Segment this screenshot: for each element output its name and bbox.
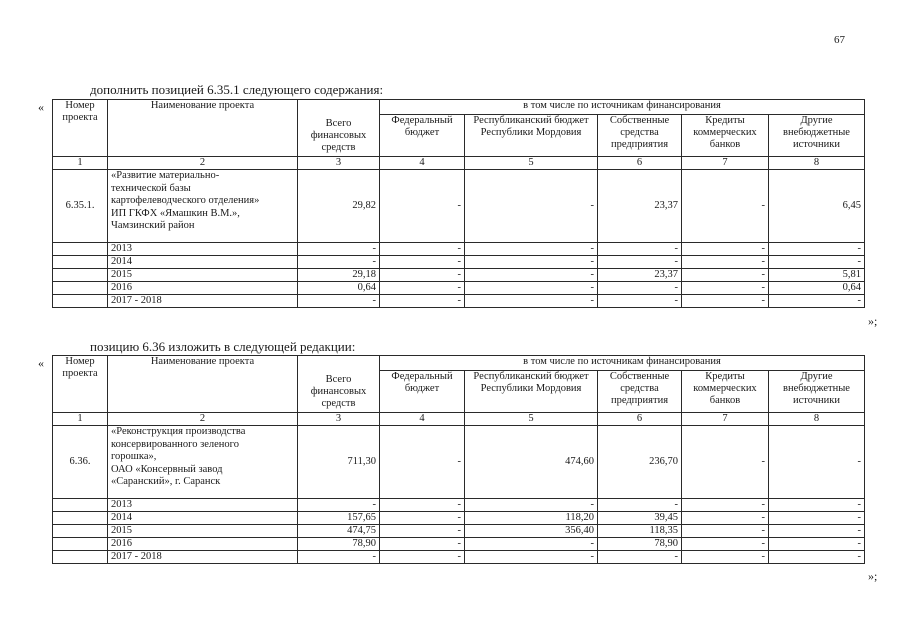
value-credits: - bbox=[682, 538, 769, 551]
value-own: 78,90 bbox=[598, 538, 682, 551]
header-project-number: Номер проекта bbox=[53, 100, 108, 157]
header-federal: Федеральный бюджет bbox=[380, 115, 465, 157]
project-number: 6.36. bbox=[53, 426, 108, 499]
col-number-cell: 1 bbox=[53, 157, 108, 170]
col-number-cell: 2 bbox=[108, 157, 298, 170]
year-row bbox=[53, 538, 865, 551]
col-number-cell: 4 bbox=[380, 157, 465, 170]
header-total: Всего финансовых средств bbox=[298, 356, 380, 413]
year-label: 2014 bbox=[108, 256, 298, 269]
project-name-line: ОАО «Консервный завод bbox=[111, 463, 223, 475]
value-total: 0,64 bbox=[298, 282, 380, 295]
col-number-cell: 8 bbox=[769, 413, 865, 426]
year-row bbox=[53, 282, 865, 295]
year-row bbox=[53, 243, 865, 256]
value-republic: 474,60 bbox=[465, 426, 598, 499]
value-own: - bbox=[598, 243, 682, 256]
value-federal: - bbox=[380, 512, 465, 525]
header-credits: Кредиты коммерческих банков bbox=[682, 115, 769, 157]
value-credits: - bbox=[682, 512, 769, 525]
project-name bbox=[108, 170, 298, 243]
value-republic: - bbox=[465, 295, 598, 308]
year-label: 2016 bbox=[108, 282, 298, 295]
value-federal: - bbox=[380, 538, 465, 551]
value-credits: - bbox=[682, 170, 769, 243]
header-credits: Кредиты коммерческих банков bbox=[682, 371, 769, 413]
value-federal: - bbox=[380, 525, 465, 538]
header-republic: Республиканский бюджет Республики Мордовия bbox=[465, 115, 598, 157]
value-republic: - bbox=[465, 551, 598, 564]
col-number-cell: 7 bbox=[682, 157, 769, 170]
year-row bbox=[53, 499, 865, 512]
value-own: - bbox=[598, 282, 682, 295]
section-1-close-quote: »; bbox=[868, 314, 878, 328]
year-label: 2017 - 2018 bbox=[108, 295, 298, 308]
col-number-cell: 6 bbox=[598, 157, 682, 170]
project-name-line: горошка», bbox=[111, 451, 157, 462]
value-credits: - bbox=[682, 426, 769, 499]
column-number-row bbox=[53, 413, 865, 426]
value-own: 236,70 bbox=[598, 426, 682, 499]
project-name-line: «Развитие материально- bbox=[111, 170, 220, 181]
value-federal: - bbox=[380, 295, 465, 308]
value-other: - bbox=[769, 295, 865, 308]
project-name-line: ИП ГКФХ «Ямашкин В.М.», bbox=[111, 207, 240, 219]
value-republic: - bbox=[465, 282, 598, 295]
section-2-intro: позицию 6.36 изложить в следующей редакции: bbox=[90, 339, 356, 354]
header-project-name: Наименование проекта bbox=[108, 356, 298, 413]
value-republic: - bbox=[465, 243, 598, 256]
value-total: 29,18 bbox=[298, 269, 380, 282]
year-label: 2015 bbox=[108, 525, 298, 538]
value-other: - bbox=[769, 243, 865, 256]
value-own: - bbox=[598, 551, 682, 564]
header-sources-group: в том числе по источникам финансирования bbox=[380, 100, 865, 115]
project-name-line: картофелеводческого отделения» bbox=[111, 195, 260, 206]
value-other: 0,64 bbox=[769, 282, 865, 295]
section-1-intro: дополнить позицией 6.35.1 следующего содержания: bbox=[90, 82, 384, 97]
year-row bbox=[53, 256, 865, 269]
value-credits: - bbox=[682, 256, 769, 269]
value-total: - bbox=[298, 295, 380, 308]
value-federal: - bbox=[380, 551, 465, 564]
project-row bbox=[53, 170, 865, 243]
value-federal: - bbox=[380, 170, 465, 243]
value-other: 5,81 bbox=[769, 269, 865, 282]
col-number-cell: 8 bbox=[769, 157, 865, 170]
value-credits: - bbox=[682, 282, 769, 295]
year-row bbox=[53, 512, 865, 525]
col-number-cell: 1 bbox=[53, 413, 108, 426]
year-row bbox=[53, 269, 865, 282]
value-other: 6,45 bbox=[769, 170, 865, 243]
value-republic: - bbox=[465, 269, 598, 282]
value-federal: - bbox=[380, 256, 465, 269]
value-total: - bbox=[298, 243, 380, 256]
value-own: 23,37 bbox=[598, 170, 682, 243]
value-republic: 356,40 bbox=[465, 525, 598, 538]
value-other: - bbox=[769, 256, 865, 269]
col-number-cell: 2 bbox=[108, 413, 298, 426]
project-name-line: консервированного зеленого bbox=[111, 438, 239, 450]
value-federal: - bbox=[380, 269, 465, 282]
value-own: - bbox=[598, 256, 682, 269]
page-number: 67 bbox=[834, 34, 845, 46]
value-total: 711,30 bbox=[298, 426, 380, 499]
value-republic: - bbox=[465, 256, 598, 269]
year-label: 2014 bbox=[108, 512, 298, 525]
value-own: 118,35 bbox=[598, 525, 682, 538]
year-label: 2013 bbox=[108, 243, 298, 256]
col-number-cell: 3 bbox=[298, 157, 380, 170]
col-number-cell: 5 bbox=[465, 413, 598, 426]
section-2-open-quote: « bbox=[38, 356, 44, 370]
col-number-cell: 4 bbox=[380, 413, 465, 426]
col-number-cell: 3 bbox=[298, 413, 380, 426]
year-row bbox=[53, 295, 865, 308]
value-total: 157,65 bbox=[298, 512, 380, 525]
value-total: 474,75 bbox=[298, 525, 380, 538]
value-own: - bbox=[598, 499, 682, 512]
column-number-row bbox=[53, 157, 865, 170]
value-republic: - bbox=[465, 170, 598, 243]
value-total: - bbox=[298, 551, 380, 564]
value-other: - bbox=[769, 512, 865, 525]
header-federal: Федеральный бюджет bbox=[380, 371, 465, 413]
value-own: 39,45 bbox=[598, 512, 682, 525]
header-own: Собственные средства предприятия bbox=[598, 115, 682, 157]
value-credits: - bbox=[682, 295, 769, 308]
value-total: - bbox=[298, 499, 380, 512]
year-label: 2015 bbox=[108, 269, 298, 282]
value-credits: - bbox=[682, 269, 769, 282]
financing-table-6-35-1 bbox=[52, 99, 865, 308]
project-row bbox=[53, 426, 865, 499]
value-federal: - bbox=[380, 243, 465, 256]
value-total: 29,82 bbox=[298, 170, 380, 243]
value-credits: - bbox=[682, 243, 769, 256]
value-republic: - bbox=[465, 499, 598, 512]
value-credits: - bbox=[682, 499, 769, 512]
value-other: - bbox=[769, 538, 865, 551]
value-federal: - bbox=[380, 426, 465, 499]
project-name-line: «Саранский», г. Саранск bbox=[111, 476, 221, 487]
header-own: Собственные средства предприятия bbox=[598, 371, 682, 413]
header-project-name: Наименование проекта bbox=[108, 100, 298, 157]
header-project-number: Номер проекта bbox=[53, 356, 108, 413]
col-number-cell: 7 bbox=[682, 413, 769, 426]
project-name-line: технической базы bbox=[111, 182, 191, 194]
year-row bbox=[53, 551, 865, 564]
project-name bbox=[108, 426, 298, 499]
header-other: Другие внебюджетные источники bbox=[769, 115, 865, 157]
value-credits: - bbox=[682, 525, 769, 538]
value-total: - bbox=[298, 256, 380, 269]
value-republic: - bbox=[465, 538, 598, 551]
header-sources-group: в том числе по источникам финансирования bbox=[380, 356, 865, 371]
col-number-cell: 6 bbox=[598, 413, 682, 426]
value-own: - bbox=[598, 295, 682, 308]
value-republic: 118,20 bbox=[465, 512, 598, 525]
project-name-line: Чамзинский район bbox=[111, 220, 195, 231]
value-total: 78,90 bbox=[298, 538, 380, 551]
header-other: Другие внебюджетные источники bbox=[769, 371, 865, 413]
value-other: - bbox=[769, 551, 865, 564]
value-credits: - bbox=[682, 551, 769, 564]
header-total: Всего финансовых средств bbox=[298, 100, 380, 157]
value-own: 23,37 bbox=[598, 269, 682, 282]
section-1-open-quote: « bbox=[38, 100, 44, 114]
project-number: 6.35.1. bbox=[53, 170, 108, 243]
year-label: 2017 - 2018 bbox=[108, 551, 298, 564]
value-federal: - bbox=[380, 282, 465, 295]
value-federal: - bbox=[380, 499, 465, 512]
header-republic: Республиканский бюджет Республики Мордовия bbox=[465, 371, 598, 413]
section-2-close-quote: »; bbox=[868, 569, 878, 583]
project-name-line: «Реконструкция производства bbox=[111, 426, 246, 437]
value-other: - bbox=[769, 499, 865, 512]
value-other: - bbox=[769, 426, 865, 499]
year-row bbox=[53, 525, 865, 538]
financing-table-6-36 bbox=[52, 355, 865, 564]
col-number-cell: 5 bbox=[465, 157, 598, 170]
year-label: 2013 bbox=[108, 499, 298, 512]
value-other: - bbox=[769, 525, 865, 538]
year-label: 2016 bbox=[108, 538, 298, 551]
